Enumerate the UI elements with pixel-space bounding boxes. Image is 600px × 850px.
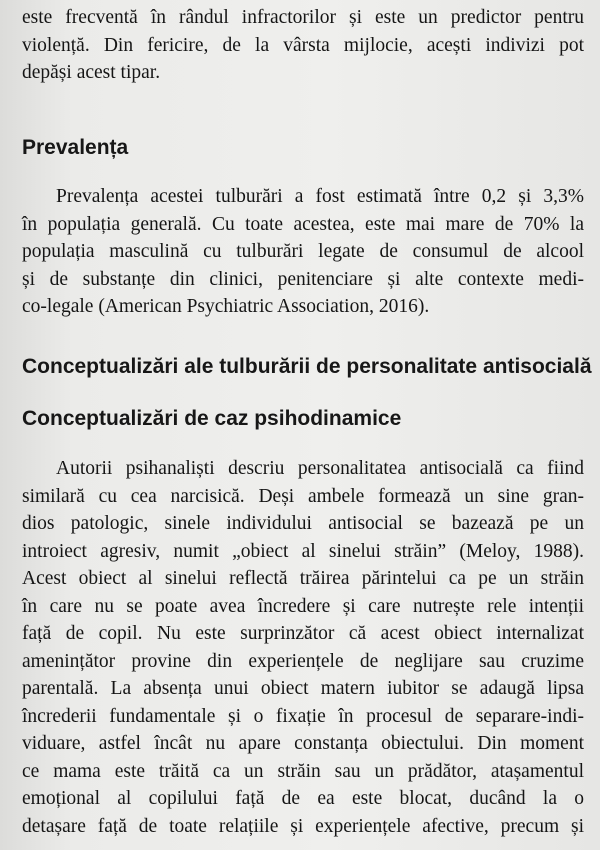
paragraph-psychodynamic <box>22 455 584 840</box>
text-line: față de copil. Nu este surprinzător că acest obiect internalizat <box>22 623 584 644</box>
text-line: în care nu se poate avea încredere și care nutrește rele intenții <box>22 595 584 617</box>
text-line: introiect agresiv, numit „obiect al sinelui străin” (Meloy, 1988). <box>22 540 584 562</box>
heading-psychodynamic-case: Conceptualizări de caz psihodinamice <box>22 407 402 430</box>
text-line: emoțional al copilului față de ea este blocat, ducând la o <box>22 788 584 809</box>
text-line: Acest obiect al sinelui reflectă trăirea părintelui ca pe un străin <box>22 568 584 589</box>
text-line: populația masculină cu tulburări legate de consumul de alcool <box>22 241 584 262</box>
text-line: viduare, astfel încât nu apare constanța obiectului. Din moment <box>22 733 584 754</box>
text-line: detașare față de toate relațiile și experiențele afective, precum și <box>22 815 584 837</box>
heading-conceptualizations: Conceptualizări ale tulburării de personalitate antisocială <box>22 355 592 378</box>
text-line: dios patologic, sinele individului antisocial se bazează pe un <box>22 513 584 534</box>
text-line: amenințător provine din experiențele de neglijare sau cruzime <box>22 650 584 672</box>
text-line: Autorii psihanaliști descriu personalitatea antisocială ca fiind <box>56 458 584 479</box>
text-line: parentală. La absența unui obiect matern iubitor se adaugă lipsa <box>22 678 584 699</box>
text-line: ce mama este trăită ca un străin sau un prădător, atașamentul <box>22 760 584 782</box>
text-line: este frecventă în rândul infractorilor și este un predictor pentru <box>22 7 584 28</box>
text-line: încrederii fundamentale și o fixație în procesul de separare-indi- <box>22 705 584 727</box>
paragraph-prevalence <box>22 183 584 321</box>
text-line: în populația generală. Cu toate acestea, este mai mare de 70% la <box>22 213 584 235</box>
text-line: și de substanțe din clinici, penitenciare și alte contexte medi- <box>22 268 584 290</box>
heading-prevalence: Prevalența <box>22 136 129 159</box>
text-line: similară cu cea narcisică. Deși ambele formează un sine gran- <box>22 485 584 507</box>
text-line: depăși acest tipar. <box>22 62 161 83</box>
paragraph-antisocial-intro <box>22 4 584 87</box>
text-line: co-legale (American Psychiatric Association, 2016). <box>22 296 430 317</box>
text-line: violență. Din fericire, de la vârsta mijlocie, acești indivizi pot <box>22 34 584 56</box>
text-line: Prevalența acestei tulburări a fost estimată între 0,2 și 3,3% <box>56 186 584 207</box>
